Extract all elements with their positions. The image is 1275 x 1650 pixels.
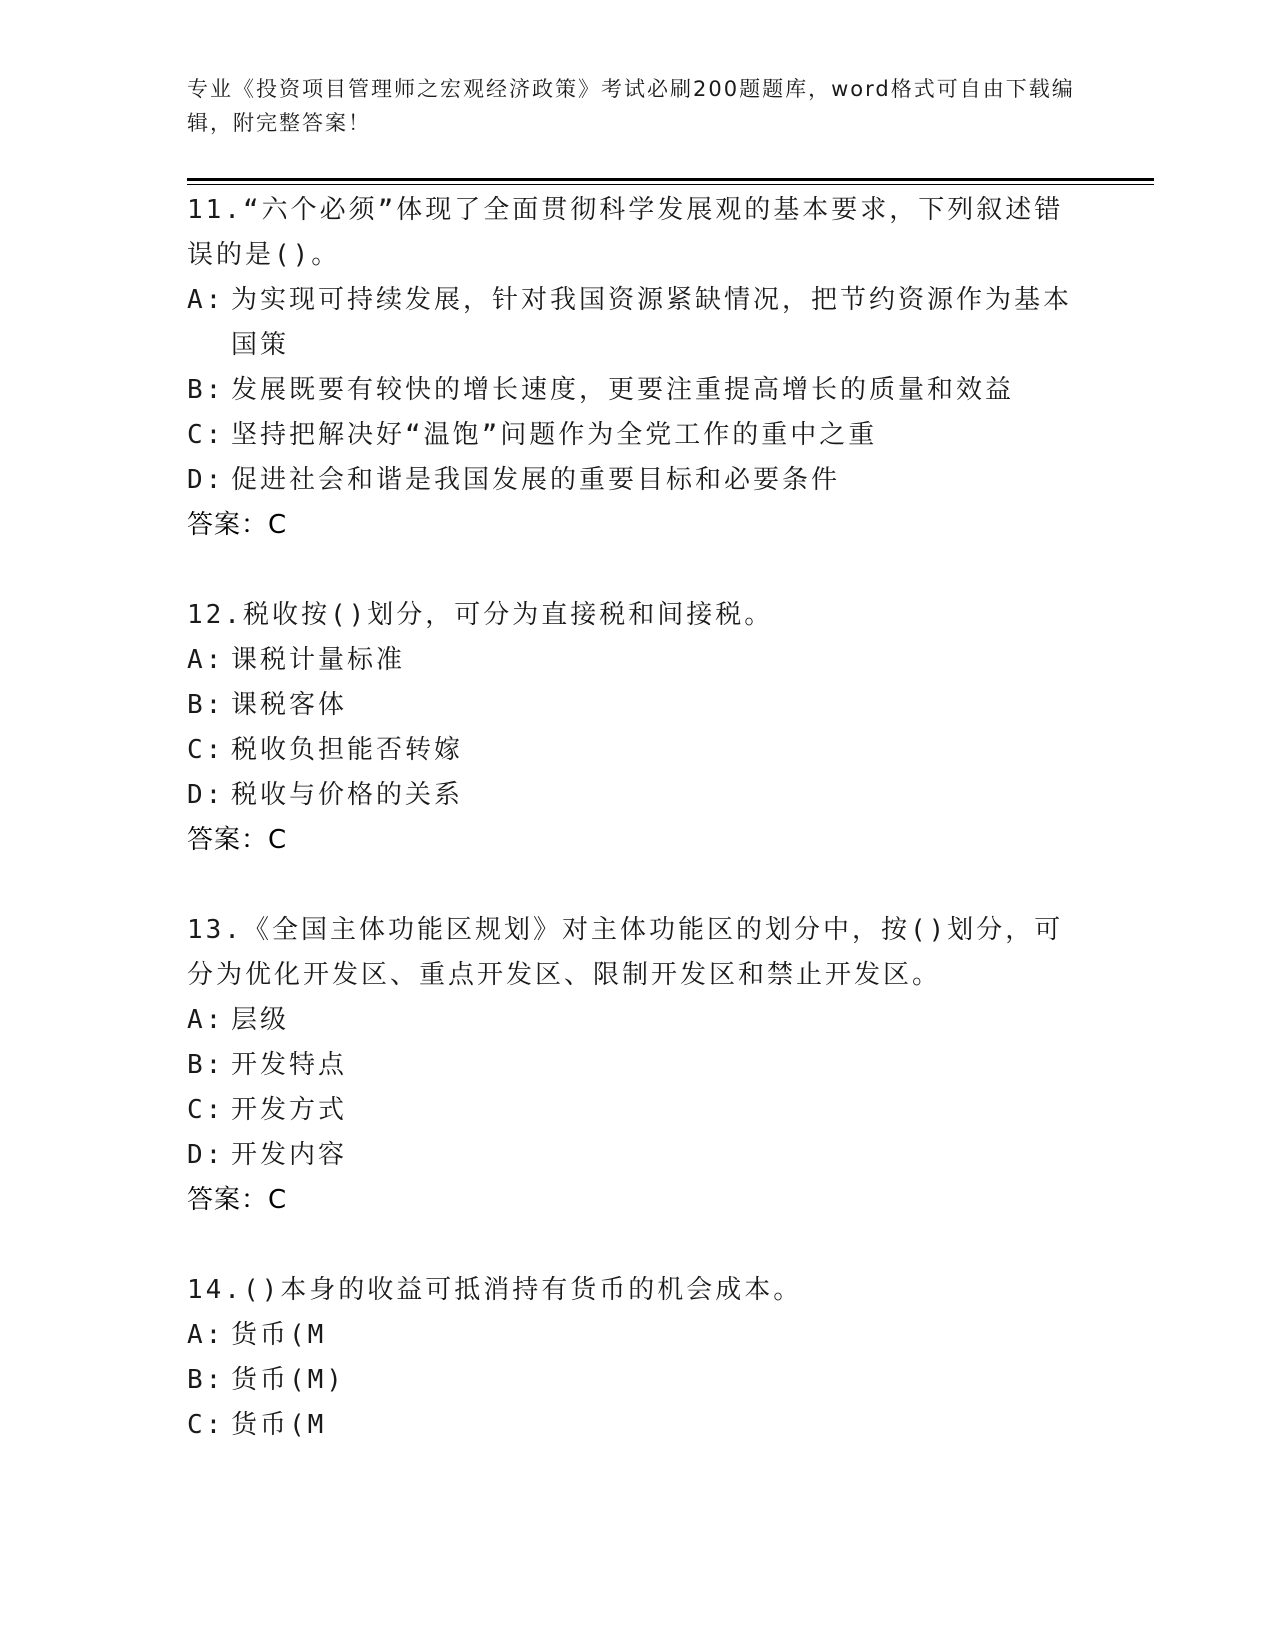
- option-text: 货币(M: [231, 1320, 327, 1350]
- option-a: [187, 998, 1077, 1043]
- option-c: [187, 1403, 1077, 1448]
- option-b: [187, 1043, 1077, 1088]
- option-text: 促进社会和谐是我国发展的重要目标和必要条件: [231, 465, 841, 495]
- question-12: [187, 593, 1077, 863]
- option-b: [187, 1358, 1077, 1403]
- header-rule-thin: [187, 184, 1154, 185]
- question-stem: 12.税收按()划分，可分为直接税和间接税。: [187, 600, 774, 630]
- option-text: 开发内容: [231, 1140, 348, 1170]
- header-rule-thick: [187, 178, 1154, 181]
- option-c: [187, 728, 1077, 773]
- option-letter: B:: [187, 690, 225, 720]
- option-d: [187, 458, 1077, 503]
- option-a: [187, 638, 1077, 683]
- option-d: [187, 773, 1077, 818]
- question-13: [187, 908, 1077, 1223]
- option-text: 税收与价格的关系: [231, 780, 464, 810]
- option-text: 货币(M: [231, 1410, 327, 1440]
- option-text: 坚持把解决好“温饱”问题作为全党工作的重中之重: [231, 420, 878, 450]
- option-letter: A:: [187, 645, 225, 675]
- option-letter: C:: [187, 1095, 225, 1125]
- option-letter: A:: [187, 1320, 225, 1350]
- option-letter: B:: [187, 1365, 225, 1395]
- option-text: 开发方式: [231, 1095, 348, 1125]
- option-a: [187, 1313, 1077, 1358]
- question-11: [187, 188, 1077, 548]
- option-letter: D:: [187, 1140, 225, 1170]
- option-b: [187, 683, 1077, 728]
- option-letter: C:: [187, 735, 225, 765]
- option-text: 层级: [231, 1005, 290, 1035]
- question-stem: 13.《全国主体功能区规划》对主体功能区的划分中，按()划分，可分为优化开发区、重点开发区、限制开发区和禁止开发区。: [187, 915, 1064, 990]
- option-letter: B:: [187, 375, 225, 405]
- option-c: [187, 413, 1077, 458]
- option-c: [187, 1088, 1077, 1133]
- option-text: 开发特点: [231, 1050, 348, 1080]
- option-text: 税收负担能否转嫁: [231, 735, 464, 765]
- answer: 答案：C: [187, 825, 288, 855]
- option-letter: B:: [187, 1050, 225, 1080]
- question-14: [187, 1268, 1077, 1448]
- option-letter: A:: [187, 285, 225, 315]
- option-letter: C:: [187, 420, 225, 450]
- option-text: 课税计量标准: [231, 645, 406, 675]
- option-d: [187, 1133, 1077, 1178]
- option-b: [187, 368, 1077, 413]
- option-text: 课税客体: [231, 690, 348, 720]
- option-letter: A:: [187, 1005, 225, 1035]
- question-list: [187, 188, 1077, 1448]
- option-letter: D:: [187, 465, 225, 495]
- option-text: 发展既要有较快的增长速度，更要注重提高增长的质量和效益: [231, 375, 1015, 405]
- option-text: 为实现可持续发展，针对我国资源紧缺情况，把节约资源作为基本国策: [231, 285, 1073, 360]
- option-letter: D:: [187, 780, 225, 810]
- question-stem: 11.“六个必须”体现了全面贯彻科学发展观的基本要求，下列叙述错误的是()。: [187, 195, 1064, 270]
- option-text: 货币(M): [231, 1365, 345, 1395]
- answer: 答案：C: [187, 1185, 288, 1215]
- option-letter: C:: [187, 1410, 225, 1440]
- answer: 答案：C: [187, 510, 288, 540]
- option-a: [187, 278, 1077, 368]
- document-intro: 专业《投资项目管理师之宏观经济政策》考试必刷200题题库，word格式可自由下载编辑，附完整答案！: [187, 77, 1075, 135]
- question-stem: 14.()本身的收益可抵消持有货币的机会成本。: [187, 1275, 803, 1305]
